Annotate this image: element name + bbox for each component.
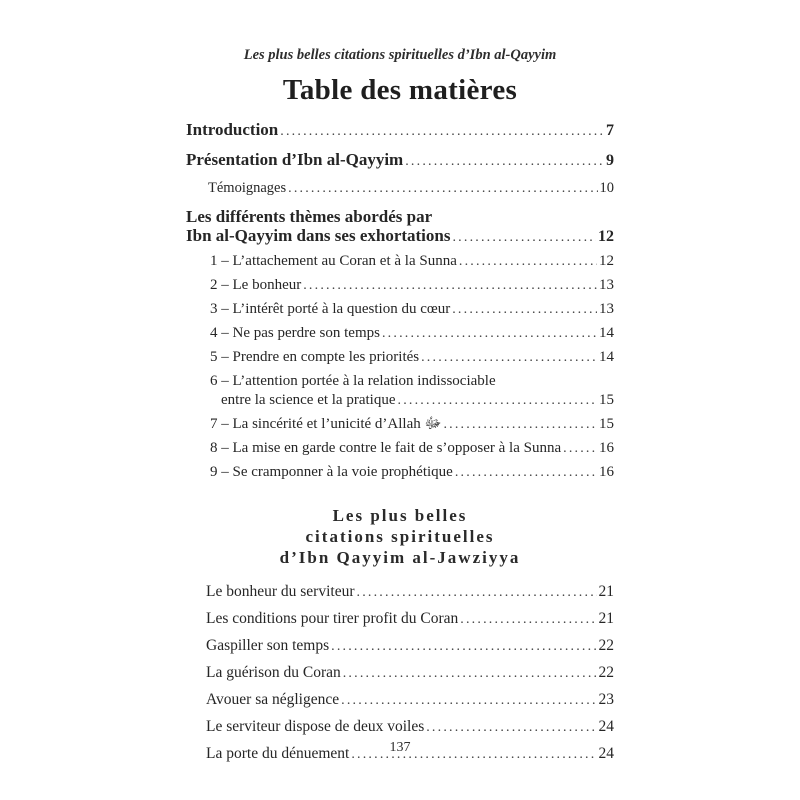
toc-entry-label: Les conditions pour tirer profit du Coran [206, 610, 459, 627]
toc-entry [186, 439, 614, 458]
toc-entry-label: 8 – La mise en garde contre le fait de s’opposer à la Sunna [210, 440, 562, 456]
section-heading-line: citations spirituelles [305, 527, 495, 546]
toc-entry-row [206, 690, 614, 711]
toc-entry-label: Le serviteur dispose de deux voiles [206, 718, 425, 735]
toc-entry-row [210, 415, 614, 434]
toc-entry-row [210, 252, 614, 271]
toc-entry-page: 9 [606, 152, 614, 169]
toc-entry-label: La guérison du Coran [206, 664, 341, 681]
dot-leader [459, 252, 597, 271]
toc-entry [186, 582, 614, 603]
section-heading [186, 505, 614, 568]
toc-entry [186, 717, 614, 738]
toc-entry-page: 12 [598, 228, 614, 245]
toc-entry-label: Introduction [186, 120, 279, 139]
toc-entry-page: 21 [598, 610, 614, 627]
toc-entry-label: La porte du dénuement [206, 745, 350, 762]
toc-entry-page: 7 [606, 122, 614, 139]
toc-entry [186, 120, 614, 141]
toc-entry-page: 10 [599, 180, 614, 196]
toc-entry-row [206, 582, 614, 603]
toc-entry [186, 276, 614, 295]
toc-entry-page: 15 [599, 416, 614, 432]
dot-leader [398, 391, 598, 410]
toc-entry-page: 22 [598, 664, 614, 681]
toc-entry-row [210, 391, 614, 410]
dot-leader [563, 439, 597, 458]
toc-entry-row [206, 663, 614, 684]
toc-entry [186, 207, 614, 247]
dot-leader [303, 276, 597, 295]
toc-entry-row [186, 120, 614, 141]
dot-leader [288, 179, 597, 198]
toc-entry [186, 415, 614, 434]
toc-entry-label: Témoignages [208, 180, 287, 196]
toc-list-main [186, 120, 614, 482]
dot-leader [343, 663, 597, 684]
section-heading-line: d’Ibn Qayyim al-Jawziyya [279, 548, 521, 567]
toc-entry [186, 663, 614, 684]
page-number: 137 [389, 740, 411, 755]
toc-entry-page: 24 [598, 718, 614, 735]
dot-leader [405, 150, 604, 171]
toc-entry-page: 16 [599, 440, 614, 456]
dot-leader [421, 348, 597, 367]
toc-entry-line: Les différents thèmes abordés par [186, 207, 433, 226]
toc-entry-label: Avouer sa négligence [206, 691, 340, 708]
toc-entry [186, 348, 614, 367]
toc-entry-page: 23 [598, 691, 614, 708]
toc-entry [186, 372, 614, 410]
toc-entry-label: Présentation d’Ibn al-Qayyim [186, 150, 404, 169]
page-content [186, 0, 614, 765]
dot-leader [382, 324, 597, 343]
toc-entry-row [208, 179, 614, 198]
dot-leader [452, 226, 596, 247]
toc-entry [186, 636, 614, 657]
section-heading-line: Les plus belles [332, 506, 468, 525]
dot-leader [280, 120, 604, 141]
toc-entry-label: 2 – Le bonheur [210, 277, 302, 293]
toc-entry-page: 24 [598, 745, 614, 762]
page-title: Table des matières [282, 74, 518, 106]
running-header: Les plus belles citations spirituelles d’Ibn al-Qayyim [243, 47, 557, 63]
dot-leader [357, 582, 597, 603]
dot-leader [443, 415, 597, 434]
dot-leader [341, 690, 596, 711]
toc-entry [186, 690, 614, 711]
dot-leader [455, 463, 597, 482]
toc-entry-label: 1 – L’attachement au Coran et à la Sunna [210, 253, 457, 269]
toc-entry-label: 5 – Prendre en compte les priorités [210, 349, 420, 365]
toc-entry-page: 21 [598, 583, 614, 600]
toc-entry [186, 252, 614, 271]
toc-entry-row [186, 226, 614, 247]
toc-entry-row [186, 150, 614, 171]
dot-leader [426, 717, 596, 738]
toc-entry-label: entre la science et la pratique [221, 392, 396, 408]
toc-entry-label: 9 – Se cramponner à la voie prophétique [210, 464, 453, 480]
toc-entry [186, 609, 614, 630]
toc-entry [186, 463, 614, 482]
toc-entry-page: 12 [599, 253, 614, 269]
toc-entry-page: 22 [598, 637, 614, 654]
toc-entry-row [206, 636, 614, 657]
toc-entry [186, 324, 614, 343]
toc-entry-row [206, 717, 614, 738]
toc-entry-row [206, 609, 614, 630]
toc-entry-row [210, 463, 614, 482]
toc-entry-row [210, 348, 614, 367]
toc-entry-label: 3 – L’intérêt porté à la question du cœur [210, 301, 451, 317]
toc-entry [186, 300, 614, 319]
toc-entry [186, 179, 614, 198]
dot-leader [460, 609, 596, 630]
toc-entry-row [210, 439, 614, 458]
toc-entry-page: 14 [599, 325, 614, 341]
toc-entry-page: 13 [599, 277, 614, 293]
toc-entry-page: 14 [599, 349, 614, 365]
toc-entry-line: 6 – L’attention portée à la relation indissociable [210, 373, 496, 389]
toc-list-citations [186, 582, 614, 765]
dot-leader [452, 300, 597, 319]
toc-entry-label: Gaspiller son temps [206, 637, 330, 654]
toc-entry-label: 4 – Ne pas perdre son temps [210, 325, 380, 341]
toc-entry-row [210, 276, 614, 295]
toc-entry-label: Le bonheur du serviteur [206, 583, 355, 600]
dot-leader [331, 636, 596, 657]
toc-entry-row [210, 300, 614, 319]
toc-entry-page: 16 [599, 464, 614, 480]
toc-entry-row [210, 324, 614, 343]
toc-entry-page: 15 [599, 392, 614, 408]
toc-entry-label: 7 – La sincérité et l’unicité d’Allah ﷻ [210, 416, 442, 432]
toc-entry-page: 13 [599, 301, 614, 317]
toc-entry-label: Ibn al-Qayyim dans ses exhortations [186, 226, 451, 245]
toc-entry [186, 150, 614, 171]
